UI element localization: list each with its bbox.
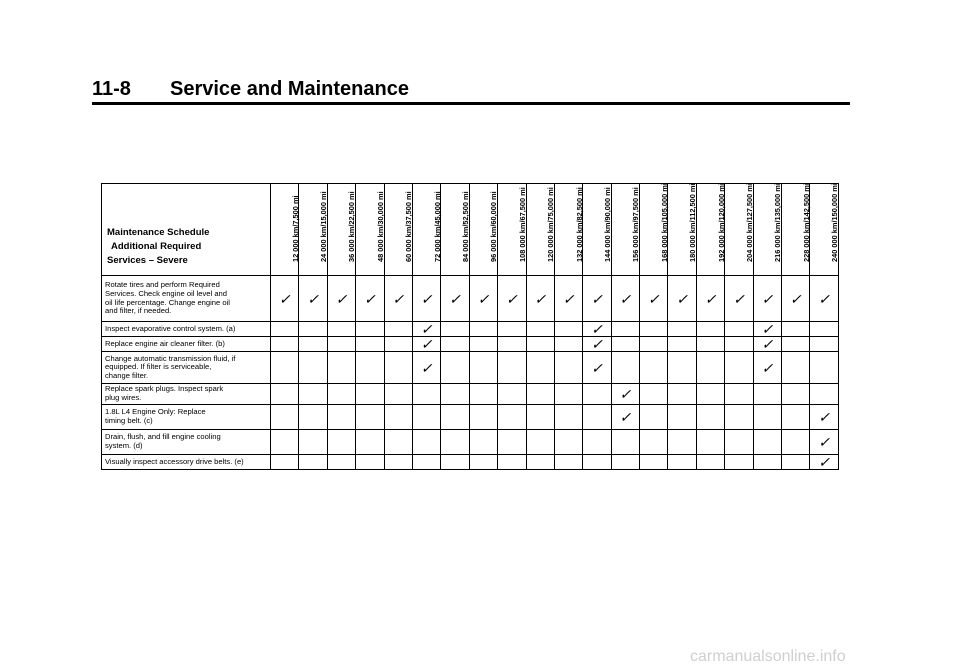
checkmark-icon: ✓ [647,290,660,307]
schedule-cell [583,352,611,384]
schedule-cell [753,337,781,352]
schedule-cell [782,455,810,470]
schedule-cell [526,384,554,405]
checkmark-icon: ✓ [278,290,291,307]
checkmark-icon: ✓ [818,454,830,470]
schedule-cell [526,352,554,384]
schedule-cell [469,430,497,455]
service-description-line: Inspect evaporative control system. (a) [105,323,236,333]
table-row [102,337,839,352]
service-description-line: Replace engine air cleaner filter. (b) [105,338,225,348]
service-description-line: system. (d) [105,441,143,450]
schedule-cell [412,430,440,455]
schedule-cell [498,337,526,352]
schedule-cell [469,384,497,405]
schedule-cell [782,405,810,430]
schedule-cell [412,276,440,322]
maintenance-schedule-table [101,183,839,470]
schedule-cell [696,455,724,470]
schedule-cell [668,322,696,337]
interval-label: 12 000 km/7,500 mi [290,195,300,262]
schedule-cell [526,405,554,430]
checkmark-icon: ✓ [818,409,830,425]
schedule-cell [498,352,526,384]
schedule-cell [554,337,582,352]
schedule-cell [725,352,753,384]
interval-label: 144 000 km/90,000 mi [602,187,612,262]
schedule-cell [412,337,440,352]
schedule-cell [640,352,668,384]
schedule-cell [554,384,582,405]
table-row [102,352,839,384]
interval-label: 180 000 km/112,500 mi [688,183,698,262]
schedule-cell [526,337,554,352]
schedule-cell [753,455,781,470]
service-description [102,430,271,455]
service-description-line: Drain, flush, and fill engine cooling [105,432,221,442]
schedule-cell [299,322,327,337]
interval-header [554,184,582,276]
schedule-title-line: Services – Severe [107,255,188,266]
interval-label: 132 000 km/82,500 mi [574,187,584,262]
interval-header [782,184,810,276]
schedule-cell [384,322,412,337]
schedule-cell [469,337,497,352]
schedule-cell [356,455,384,470]
schedule-cell [384,384,412,405]
schedule-cell [412,384,440,405]
checkmark-icon: ✓ [307,290,319,307]
checkmark-icon: ✓ [420,290,433,307]
interval-header [412,184,440,276]
service-description [102,384,271,405]
schedule-cell [356,384,384,405]
schedule-cell [299,455,327,470]
schedule-cell [469,276,497,322]
interval-label: 192 000 km/120,000 mi [716,183,726,262]
schedule-cell [554,405,582,430]
schedule-cell [725,276,753,322]
schedule-cell [441,384,469,405]
service-description-line: and filter, if needed. [105,306,172,316]
table-row [102,384,839,405]
schedule-cell [753,352,781,384]
interval-header [441,184,469,276]
schedule-cell [441,337,469,352]
schedule-cell [782,352,810,384]
schedule-cell [526,276,554,322]
schedule-cell [271,322,299,337]
interval-header [327,184,355,276]
checkmark-icon: ✓ [562,290,575,307]
interval-label: 36 000 km/22,500 mi [347,191,357,262]
interval-header [384,184,412,276]
schedule-cell [753,384,781,405]
schedule-cell [554,352,582,384]
schedule-cell [526,430,554,455]
schedule-cell [554,430,582,455]
interval-label: 216 000 km/135,000 mi [773,183,783,262]
schedule-cell [753,405,781,430]
checkmark-icon: ✓ [591,290,603,307]
schedule-cell [327,384,355,405]
checkmark-icon: ✓ [761,359,774,376]
interval-label: 168 000 km/105,000 mi [659,183,669,262]
schedule-cell [327,352,355,384]
schedule-cell [725,384,753,405]
service-description-line: 1.8L L4 Engine Only: Replace [105,407,206,417]
schedule-cell [810,352,838,384]
schedule-cell [498,405,526,430]
schedule-cell [782,276,810,322]
table-row [102,455,839,470]
schedule-cell [725,322,753,337]
schedule-title-line: Maintenance Schedule [107,227,210,238]
interval-label: 24 000 km/15,000 mi [319,191,329,262]
schedule-cell [753,276,781,322]
interval-header [753,184,781,276]
schedule-cell [583,322,611,337]
interval-header [356,184,384,276]
checkmark-icon: ✓ [392,290,405,307]
table-row [102,430,839,455]
schedule-cell [441,322,469,337]
checkmark-icon: ✓ [364,290,376,307]
checkmark-icon: ✓ [619,386,632,402]
schedule-cell [583,384,611,405]
schedule-cell [611,352,639,384]
schedule-cell [753,322,781,337]
schedule-cell [441,405,469,430]
interval-label: 228 000 km/142,500 mi [801,183,811,262]
schedule-cell [299,384,327,405]
schedule-cell [668,384,696,405]
schedule-cell [526,322,554,337]
schedule-cell [668,352,696,384]
schedule-cell [327,322,355,337]
service-description-line: equipped. If filter is serviceable, [105,362,212,372]
schedule-cell [299,352,327,384]
schedule-cell [668,430,696,455]
schedule-cell [668,276,696,322]
schedule-cell [611,337,639,352]
checkmark-icon: ✓ [591,321,603,337]
schedule-cell [810,430,838,455]
checkmark-icon: ✓ [420,321,433,337]
table-header-row [102,184,839,276]
schedule-cell [271,337,299,352]
interval-label: 48 000 km/30,000 mi [375,191,385,262]
schedule-cell [441,455,469,470]
schedule-cell [271,384,299,405]
schedule-cell [327,430,355,455]
schedule-cell [469,322,497,337]
schedule-cell [412,455,440,470]
schedule-cell [271,405,299,430]
checkmark-icon: ✓ [505,290,518,307]
schedule-cell [271,352,299,384]
schedule-cell [327,405,355,430]
checkmark-icon: ✓ [704,290,717,307]
service-description-line: plug wires. [105,393,142,402]
service-description-line: Rotate tires and perform Required [105,280,220,290]
schedule-cell [554,455,582,470]
schedule-cell [810,384,838,405]
table-row [102,276,839,322]
schedule-cell [611,405,639,430]
schedule-cell [412,405,440,430]
schedule-cell [583,455,611,470]
watermark: carmanualsonline.info [690,648,846,665]
schedule-cell [668,337,696,352]
checkmark-icon: ✓ [676,290,689,307]
schedule-cell [412,352,440,384]
schedule-cell [696,322,724,337]
interval-label: 120 000 km/75,000 mi [546,187,556,262]
schedule-cell [725,337,753,352]
schedule-cell [327,276,355,322]
schedule-cell [327,455,355,470]
schedule-cell [583,430,611,455]
schedule-cell [412,322,440,337]
schedule-cell [469,352,497,384]
schedule-cell [640,455,668,470]
schedule-cell [384,405,412,430]
service-description-line: Change automatic transmission fluid, if [105,353,236,363]
service-description-line: oil life percentage. Change engine oil [105,297,230,307]
schedule-cell [696,352,724,384]
checkmark-icon: ✓ [420,336,433,352]
schedule-cell [469,405,497,430]
schedule-cell [696,430,724,455]
service-description-line: Visually inspect accessory drive belts. (e) [105,456,244,466]
schedule-cell [640,384,668,405]
checkmark-icon: ✓ [761,336,774,352]
checkmark-icon: ✓ [818,290,830,307]
schedule-cell [810,337,838,352]
schedule-cell [782,430,810,455]
schedule-cell [384,337,412,352]
interval-label: 84 000 km/52,500 mi [461,191,471,262]
checkmark-icon: ✓ [619,409,632,425]
schedule-cell [441,276,469,322]
schedule-cell [640,430,668,455]
schedule-cell [810,405,838,430]
service-description-line: Services. Check engine oil level and [105,288,227,298]
interval-header [271,184,299,276]
schedule-cell [554,276,582,322]
schedule-cell [384,276,412,322]
schedule-cell [498,430,526,455]
schedule-cell [271,430,299,455]
header-rule [92,102,850,105]
interval-label: 240 000 km/150,000 mi [830,183,840,262]
checkmark-icon: ✓ [335,290,348,307]
interval-header [810,184,838,276]
schedule-cell [498,276,526,322]
interval-label: 204 000 km/127,500 mi [744,183,754,262]
checkmark-icon: ✓ [591,359,603,376]
interval-label: 72 000 km/45,000 mi [432,191,442,262]
schedule-cell [696,276,724,322]
schedule-cell [356,430,384,455]
checkmark-icon: ✓ [818,434,830,450]
schedule-cell [611,455,639,470]
schedule-cell [498,455,526,470]
schedule-cell [611,384,639,405]
checkmark-icon: ✓ [449,290,461,307]
schedule-cell [782,322,810,337]
schedule-cell [583,405,611,430]
schedule-cell [696,405,724,430]
schedule-cell [299,405,327,430]
schedule-cell [725,455,753,470]
interval-header [299,184,327,276]
interval-header [611,184,639,276]
interval-header [696,184,724,276]
schedule-cell [782,384,810,405]
schedule-cell [384,430,412,455]
schedule-cell [611,276,639,322]
schedule-cell [611,430,639,455]
schedule-title-line: Additional Required [111,241,202,252]
schedule-cell [640,322,668,337]
service-description-line: change filter. [105,370,149,380]
table-row [102,322,839,337]
interval-header [725,184,753,276]
schedule-cell [356,322,384,337]
checkmark-icon: ✓ [477,290,490,307]
schedule-cell [384,352,412,384]
interval-header [498,184,526,276]
checkmark-icon: ✓ [591,336,603,352]
schedule-cell [469,455,497,470]
service-description [102,276,271,322]
schedule-cell [668,405,696,430]
page-number: 11-8 [92,78,131,100]
checkmark-icon: ✓ [789,290,802,307]
interval-header [668,184,696,276]
schedule-cell [725,430,753,455]
schedule-cell [356,352,384,384]
schedule-cell [299,430,327,455]
checkmark-icon: ✓ [733,290,745,307]
schedule-cell [384,455,412,470]
checkmark-icon: ✓ [420,359,433,376]
table-row [102,405,839,430]
schedule-cell [356,276,384,322]
schedule-cell [583,276,611,322]
interval-header [640,184,668,276]
schedule-cell [299,337,327,352]
schedule-cell [640,276,668,322]
schedule-cell [753,430,781,455]
schedule-cell [498,384,526,405]
interval-header [583,184,611,276]
interval-header [526,184,554,276]
schedule-cell [810,276,838,322]
schedule-cell [271,276,299,322]
checkmark-icon: ✓ [534,290,547,307]
interval-header [469,184,497,276]
schedule-cell [696,384,724,405]
service-description [102,405,271,430]
schedule-cell [583,337,611,352]
checkmark-icon: ✓ [619,290,632,307]
schedule-cell [327,337,355,352]
schedule-cell [668,455,696,470]
schedule-cell [782,337,810,352]
interval-label: 60 000 km/37,500 mi [404,191,414,262]
schedule-cell [526,455,554,470]
schedule-cell [554,322,582,337]
schedule-title-cell [102,184,271,276]
schedule-cell [498,322,526,337]
service-description [102,352,271,384]
schedule-cell [271,455,299,470]
schedule-cell [810,322,838,337]
schedule-cell [611,322,639,337]
service-description [102,455,271,470]
schedule-cell [299,276,327,322]
page-title: Service and Maintenance [170,78,409,100]
schedule-cell [810,455,838,470]
service-description-line: timing belt. (c) [105,416,153,425]
checkmark-icon: ✓ [761,321,774,337]
interval-label: 108 000 km/67,500 mi [517,187,527,262]
schedule-cell [441,430,469,455]
schedule-cell [640,405,668,430]
schedule-cell [696,337,724,352]
schedule-cell [441,352,469,384]
schedule-cell [356,405,384,430]
service-description-line: Replace spark plugs. Inspect spark [105,384,224,394]
schedule-cell [356,337,384,352]
interval-label: 96 000 km/60,000 mi [489,191,499,262]
schedule-cell [640,337,668,352]
schedule-cell [725,405,753,430]
service-description [102,337,271,352]
service-description [102,322,271,337]
checkmark-icon: ✓ [761,290,774,307]
interval-label: 156 000 km/97,500 mi [631,187,641,262]
